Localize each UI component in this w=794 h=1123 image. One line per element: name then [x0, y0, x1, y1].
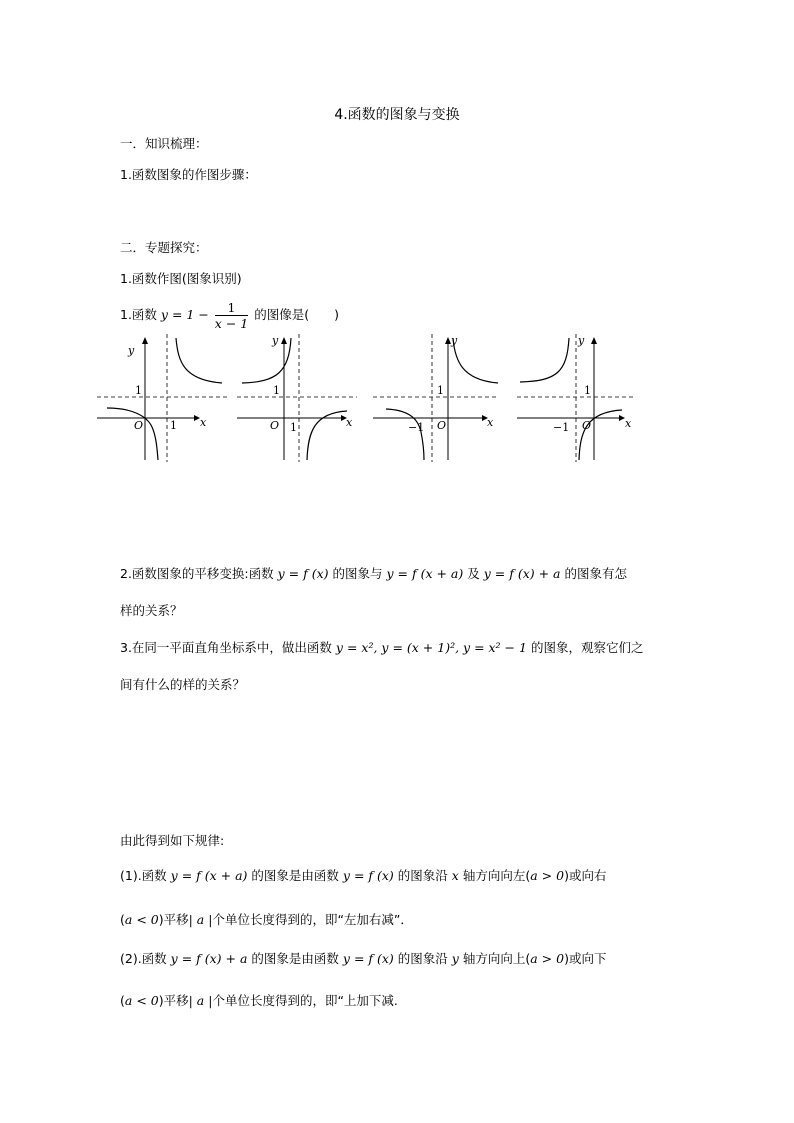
x-axis-label: x: [346, 416, 353, 429]
x-axis-label: x: [487, 416, 494, 429]
tick-label-1: 1: [135, 384, 142, 397]
y-axis-label: y: [451, 334, 458, 347]
formula: y = x², y = (x + 1)², y = x² − 1: [335, 640, 527, 655]
graph-option-d: [512, 332, 642, 464]
origin-label: O: [134, 419, 144, 432]
tick-label-minus-1: −1: [408, 421, 425, 434]
question-2-cont: 样的关系？: [120, 603, 183, 618]
y-axis-label: y: [578, 334, 585, 347]
tick-label-minus-1: −1: [553, 421, 570, 434]
rules-intro: 由此得到如下规律:: [120, 833, 225, 848]
formula: y = f (x) + a: [483, 566, 561, 581]
topic-graph-recognition: 1.函数作图(图象识别): [120, 271, 242, 286]
question-3: 3.在同一平面直角坐标系中，做出函数 y = x², y = (x + 1)², y = x² − 1 的图象，观察它们之: [120, 640, 644, 655]
question-1: 1.函数 y = 1 − $\frac{1}{x - 1}$ 的图像是( ): [120, 300, 339, 331]
question-3-cont: 间有什么的样的关系？: [120, 677, 246, 692]
rule-1: (1).函数 y = f (x + a) 的图象是由函数 y = f (x) 的图象沿 x 轴方向向左(a > 0)或向右: [120, 868, 607, 883]
graph-option-b: [232, 332, 362, 464]
x-axis-label: x: [625, 417, 632, 430]
item-plotting-steps: 1.函数图象的作图步骤：: [120, 167, 257, 182]
formula: y = f (x): [277, 566, 329, 581]
x-axis-label: x: [200, 416, 207, 429]
section-heading-knowledge: 一．知识梳理：: [120, 136, 208, 151]
graph-option-a: [92, 332, 232, 464]
rule-2: (2).函数 y = f (x) + a 的图象是由函数 y = f (x) 的图象沿 y 轴方向向上(a > 0)或向下: [120, 951, 607, 966]
tick-label-1: 1: [273, 384, 280, 397]
question-2: 2.函数图象的平移变换:函数 y = f (x) 的图象与 y = f (x + a) 及 y = f (x) + a 的图象有怎: [120, 566, 628, 581]
fraction: $\frac{1}{x - 1}$: [214, 300, 249, 331]
y-axis-label: y: [272, 334, 279, 347]
tick-label-1: 1: [584, 384, 591, 397]
section-heading-topics: 二．专题探究：: [120, 240, 208, 255]
tick-label-1: 1: [437, 384, 444, 397]
y-axis-label: y: [128, 344, 135, 357]
rule-2-cont: (a < 0)平移| a |个单位长度得到的，即“上加下减.: [120, 993, 398, 1008]
formula: y = f (x + a): [386, 566, 464, 581]
formula-head: y = 1 −: [160, 307, 209, 322]
origin-label: O: [270, 419, 280, 432]
origin-label: O: [437, 419, 447, 432]
rule-1-cont: (a < 0)平移| a |个单位长度得到的，即“左加右减”．: [120, 912, 413, 927]
origin-label: O: [582, 419, 592, 432]
page-title: 4.函数的图象与变换: [334, 107, 460, 123]
tick-label-1: 1: [170, 419, 177, 432]
tick-label-1: 1: [290, 421, 297, 434]
graph-option-c: [368, 332, 504, 464]
